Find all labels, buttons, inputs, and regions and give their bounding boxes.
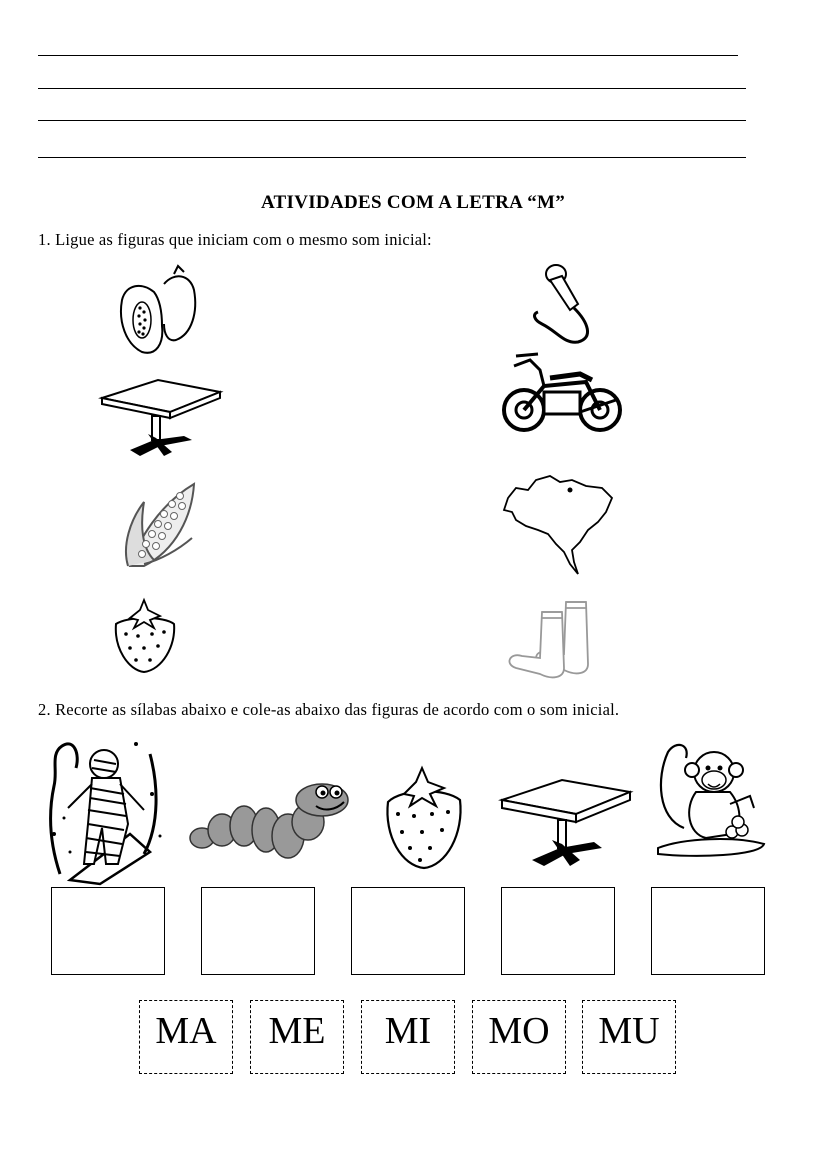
activity-1-instruction: 1. Ligue as figuras que iniciam com o mesmo som inicial: (38, 230, 432, 249)
socks-icon[interactable] (502, 594, 594, 678)
strawberry-icon[interactable] (110, 598, 180, 674)
papaya-icon[interactable] (112, 264, 202, 358)
mummy-icon (40, 724, 170, 884)
brazil-map-icon[interactable] (502, 472, 614, 576)
syllable-card-mu[interactable]: MU (582, 1000, 676, 1074)
paste-box-3[interactable] (351, 887, 465, 975)
writing-line-2 (38, 88, 746, 89)
table-icon (500, 778, 630, 868)
strawberry-icon (380, 766, 466, 870)
microphone-icon[interactable] (528, 262, 598, 348)
motorcycle-icon[interactable] (500, 352, 628, 442)
paste-box-4[interactable] (501, 887, 615, 975)
syllable-card-mo[interactable]: MO (472, 1000, 566, 1074)
writing-line-3 (38, 120, 746, 121)
syllable-card-ma[interactable]: MA (139, 1000, 233, 1074)
paste-box-2[interactable] (201, 887, 315, 975)
syllable-card-me[interactable]: ME (250, 1000, 344, 1074)
paste-box-5[interactable] (651, 887, 765, 975)
writing-line-4 (38, 157, 746, 158)
page-title: ATIVIDADES COM A LETRA “M” (260, 192, 566, 213)
monkey-icon (654, 738, 770, 860)
activity-2-instruction: 2. Recorte as sílabas abaixo e cole-as abaixo das figuras de acordo com o som inicial. (38, 700, 620, 719)
table-icon[interactable] (100, 378, 220, 458)
corn-icon[interactable] (120, 480, 200, 570)
worm-icon (188, 770, 354, 862)
writing-line-1 (38, 55, 738, 56)
paste-box-1[interactable] (51, 887, 165, 975)
syllable-card-mi[interactable]: MI (361, 1000, 455, 1074)
